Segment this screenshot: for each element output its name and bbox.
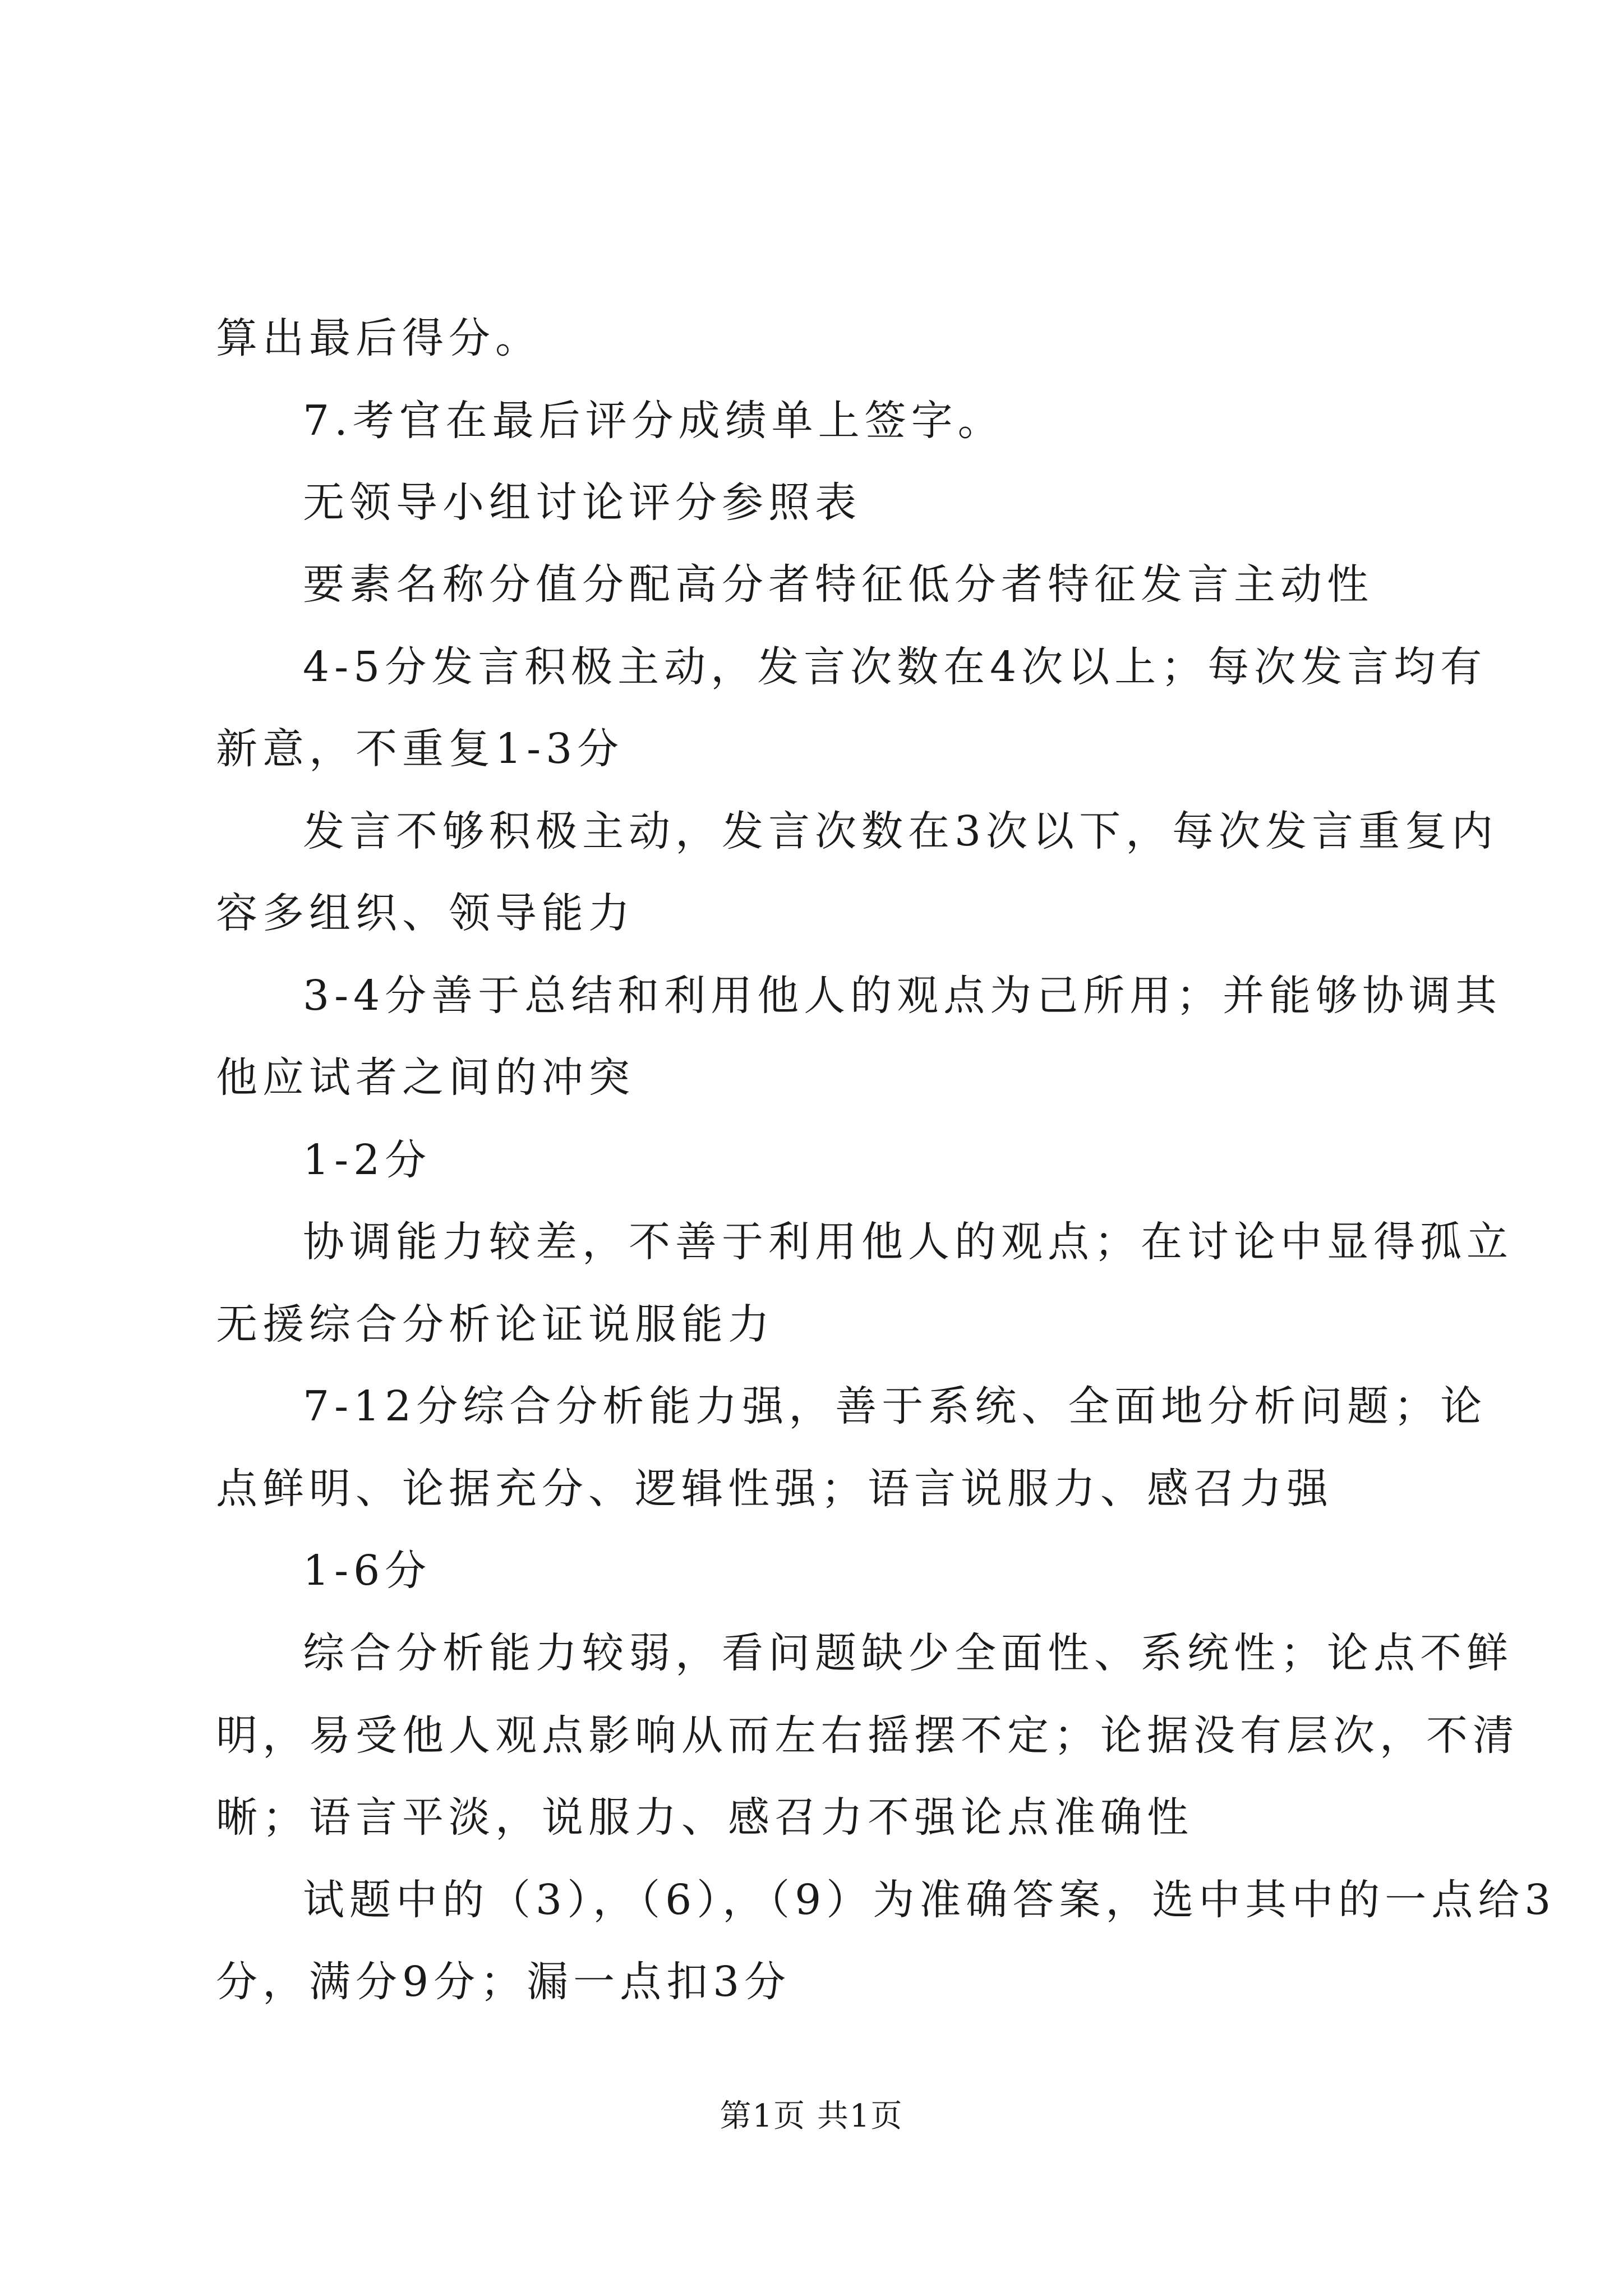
text-line: 7.考官在最后评分成绩单上签字。	[303, 397, 1004, 445]
text-line: 晰；语言平淡，说服力、感召力不强论点准确性	[216, 1793, 1193, 1842]
page-footer: 第1页 共1页	[720, 2098, 903, 2134]
text-line: 协调能力较差，不善于利用他人的观点；在讨论中显得孤立	[303, 1218, 1513, 1266]
text-line: 发言不够积极主动，发言次数在3次以下，每次发言重复内	[303, 807, 1498, 855]
text-line: 1-6分	[303, 1547, 432, 1595]
text-line: 无领导小组讨论评分参照表	[303, 478, 861, 527]
text-line: 试题中的（3），（6），（9）为准确答案，选中其中的一点给3	[303, 1876, 1556, 1924]
text-line: 新意，不重复1-3分	[216, 725, 624, 773]
text-line: 综合分析能力较弱，看问题缺少全面性、系统性；论点不鲜	[303, 1629, 1513, 1677]
text-line: 要素名称分值分配高分者特征低分者特征发言主动性	[303, 560, 1373, 609]
text-line: 无援综合分析论证说服能力	[216, 1300, 774, 1349]
text-line: 他应试者之间的冲突	[216, 1053, 635, 1102]
text-line: 3-4分善于总结和利用他人的观点为己所用；并能够协调其	[303, 972, 1502, 1020]
text-line: 明，易受他人观点影响从而左右摇摆不定；论据没有层次，不清	[216, 1711, 1519, 1760]
text-line: 容多组织、领导能力	[216, 889, 635, 937]
text-line: 7-12分综合分析能力强，善于系统、全面地分析问题；论	[303, 1382, 1487, 1430]
text-line: 算出最后得分。	[216, 314, 542, 362]
text-line: 4-5分发言积极主动，发言次数在4次以上；每次发言均有	[303, 643, 1487, 691]
text-line: 分，满分9分；漏一点扣3分	[216, 1958, 791, 2006]
text-line: 点鲜明、论据充分、逻辑性强；语言说服力、感召力强	[216, 1465, 1333, 1513]
text-line: 1-2分	[303, 1136, 432, 1184]
